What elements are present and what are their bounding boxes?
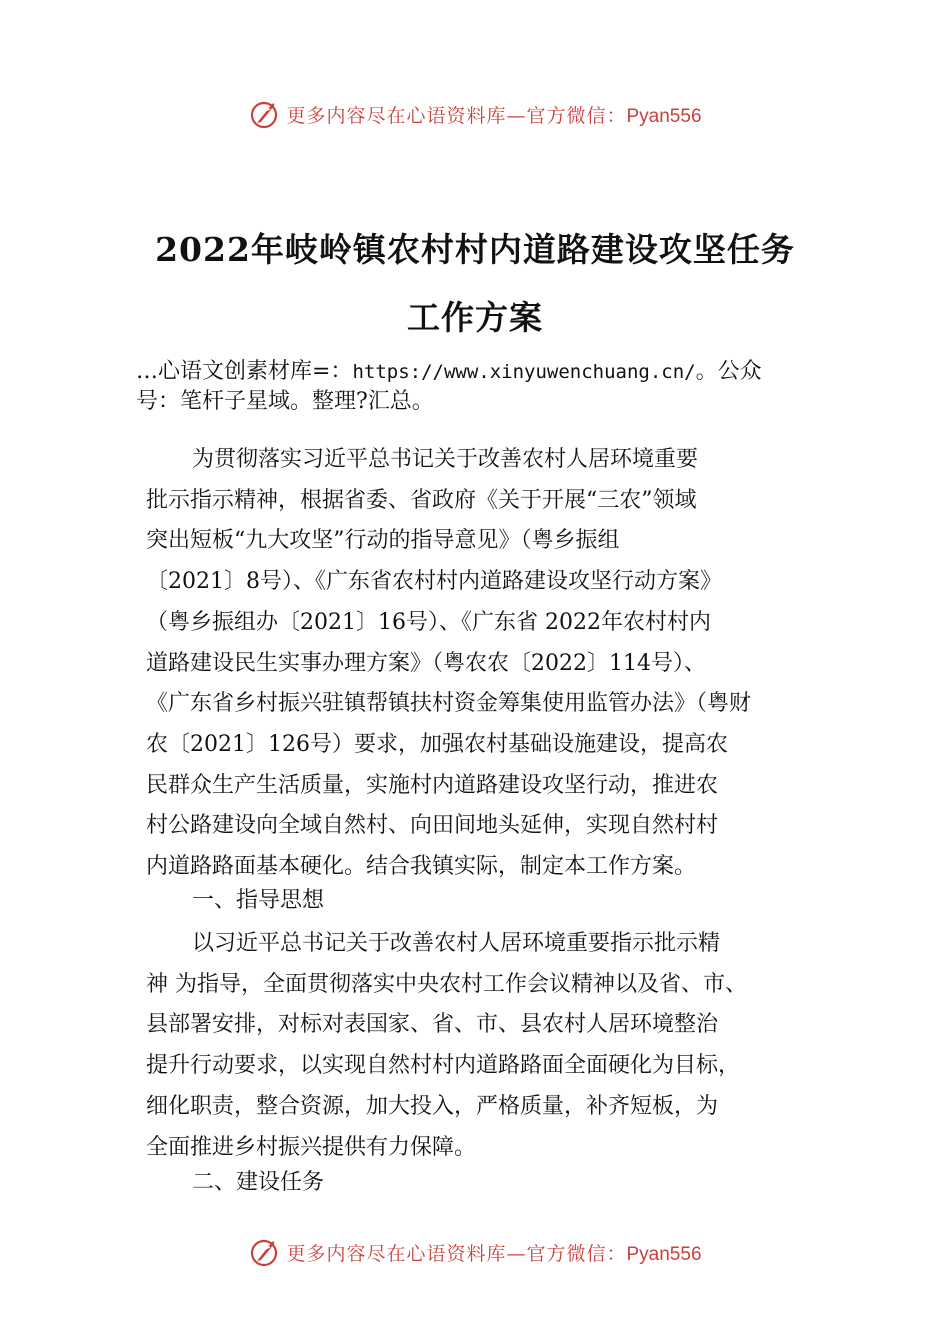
header-watermark (0, 94, 950, 134)
guiding-ideology-paragraph: 以习近平总书记关于改善农村人居环境重要指示批示精 神 为指导，全面贯彻落实中央农村工作会议精神以及省、市、 县部署安排，对标对表国家、省、市、县农村人居环境整治 提升行动要求，以实现自然村村内道路路面全面硬化为目标， 细化职责，整合资源，加大投入，严格质量，补齐短板，为 全面推进乡村振兴提供有力保障。 (146, 931, 747, 1160)
watermark-text: 更多内容尽在心语资料库—官方微信：Pyan556 (286, 1242, 702, 1265)
source-note-line2: 号：笔杆子星域。整理?汇总。 (136, 389, 434, 414)
document-title: 2022年岐岭镇农村村内道路建设攻坚任务 (155, 230, 795, 269)
section-heading-guiding-ideology: 一、指导思想 (192, 888, 325, 913)
document-title-line2: 工作方案 (407, 298, 543, 337)
intro-paragraph: 为贯彻落实习近平总书记关于改善农村人居环境重要 批示指示精神，根据省委、省政府《关于开展“三农”领域 突出短板“九大攻坚”行动的指导意见》（粤乡振组 〔2021〕8号）、《广东省农村村内道路建设攻坚行动方案》 （粤乡振组办〔2021〕16号）、《广东省 2022年农村村内 道路建设民生实事办理方案》（粤农农〔2022〕114号）、 《广东省乡村振兴驻镇帮镇扶村资金筹集使用监管办法》（粤财 农〔2021〕126号）要求，加强农村基础设施建设，提高农 民群众生产生活质量，实施村内道路建设攻坚行动，推进农 村公路建设向全域自然村、向田间地头延伸，实现自然村村 内道路路面基本硬化。结合我镇实际，制定本工作方案。 (146, 447, 752, 880)
watermark-text: 更多内容尽在心语资料库—官方微信：Pyan556 (286, 104, 702, 127)
section-heading-construction-tasks: 二、建设任务 (192, 1170, 325, 1195)
source-note: …心语文创素材库=：https://www.xinyuwenchuang.cn/。公众 (136, 359, 762, 384)
source-url: https://www.xinyuwenchuang.cn/ (352, 361, 696, 383)
footer-watermark (0, 1232, 950, 1272)
quill-logo-icon (248, 1236, 280, 1268)
quill-logo-icon (248, 98, 280, 130)
